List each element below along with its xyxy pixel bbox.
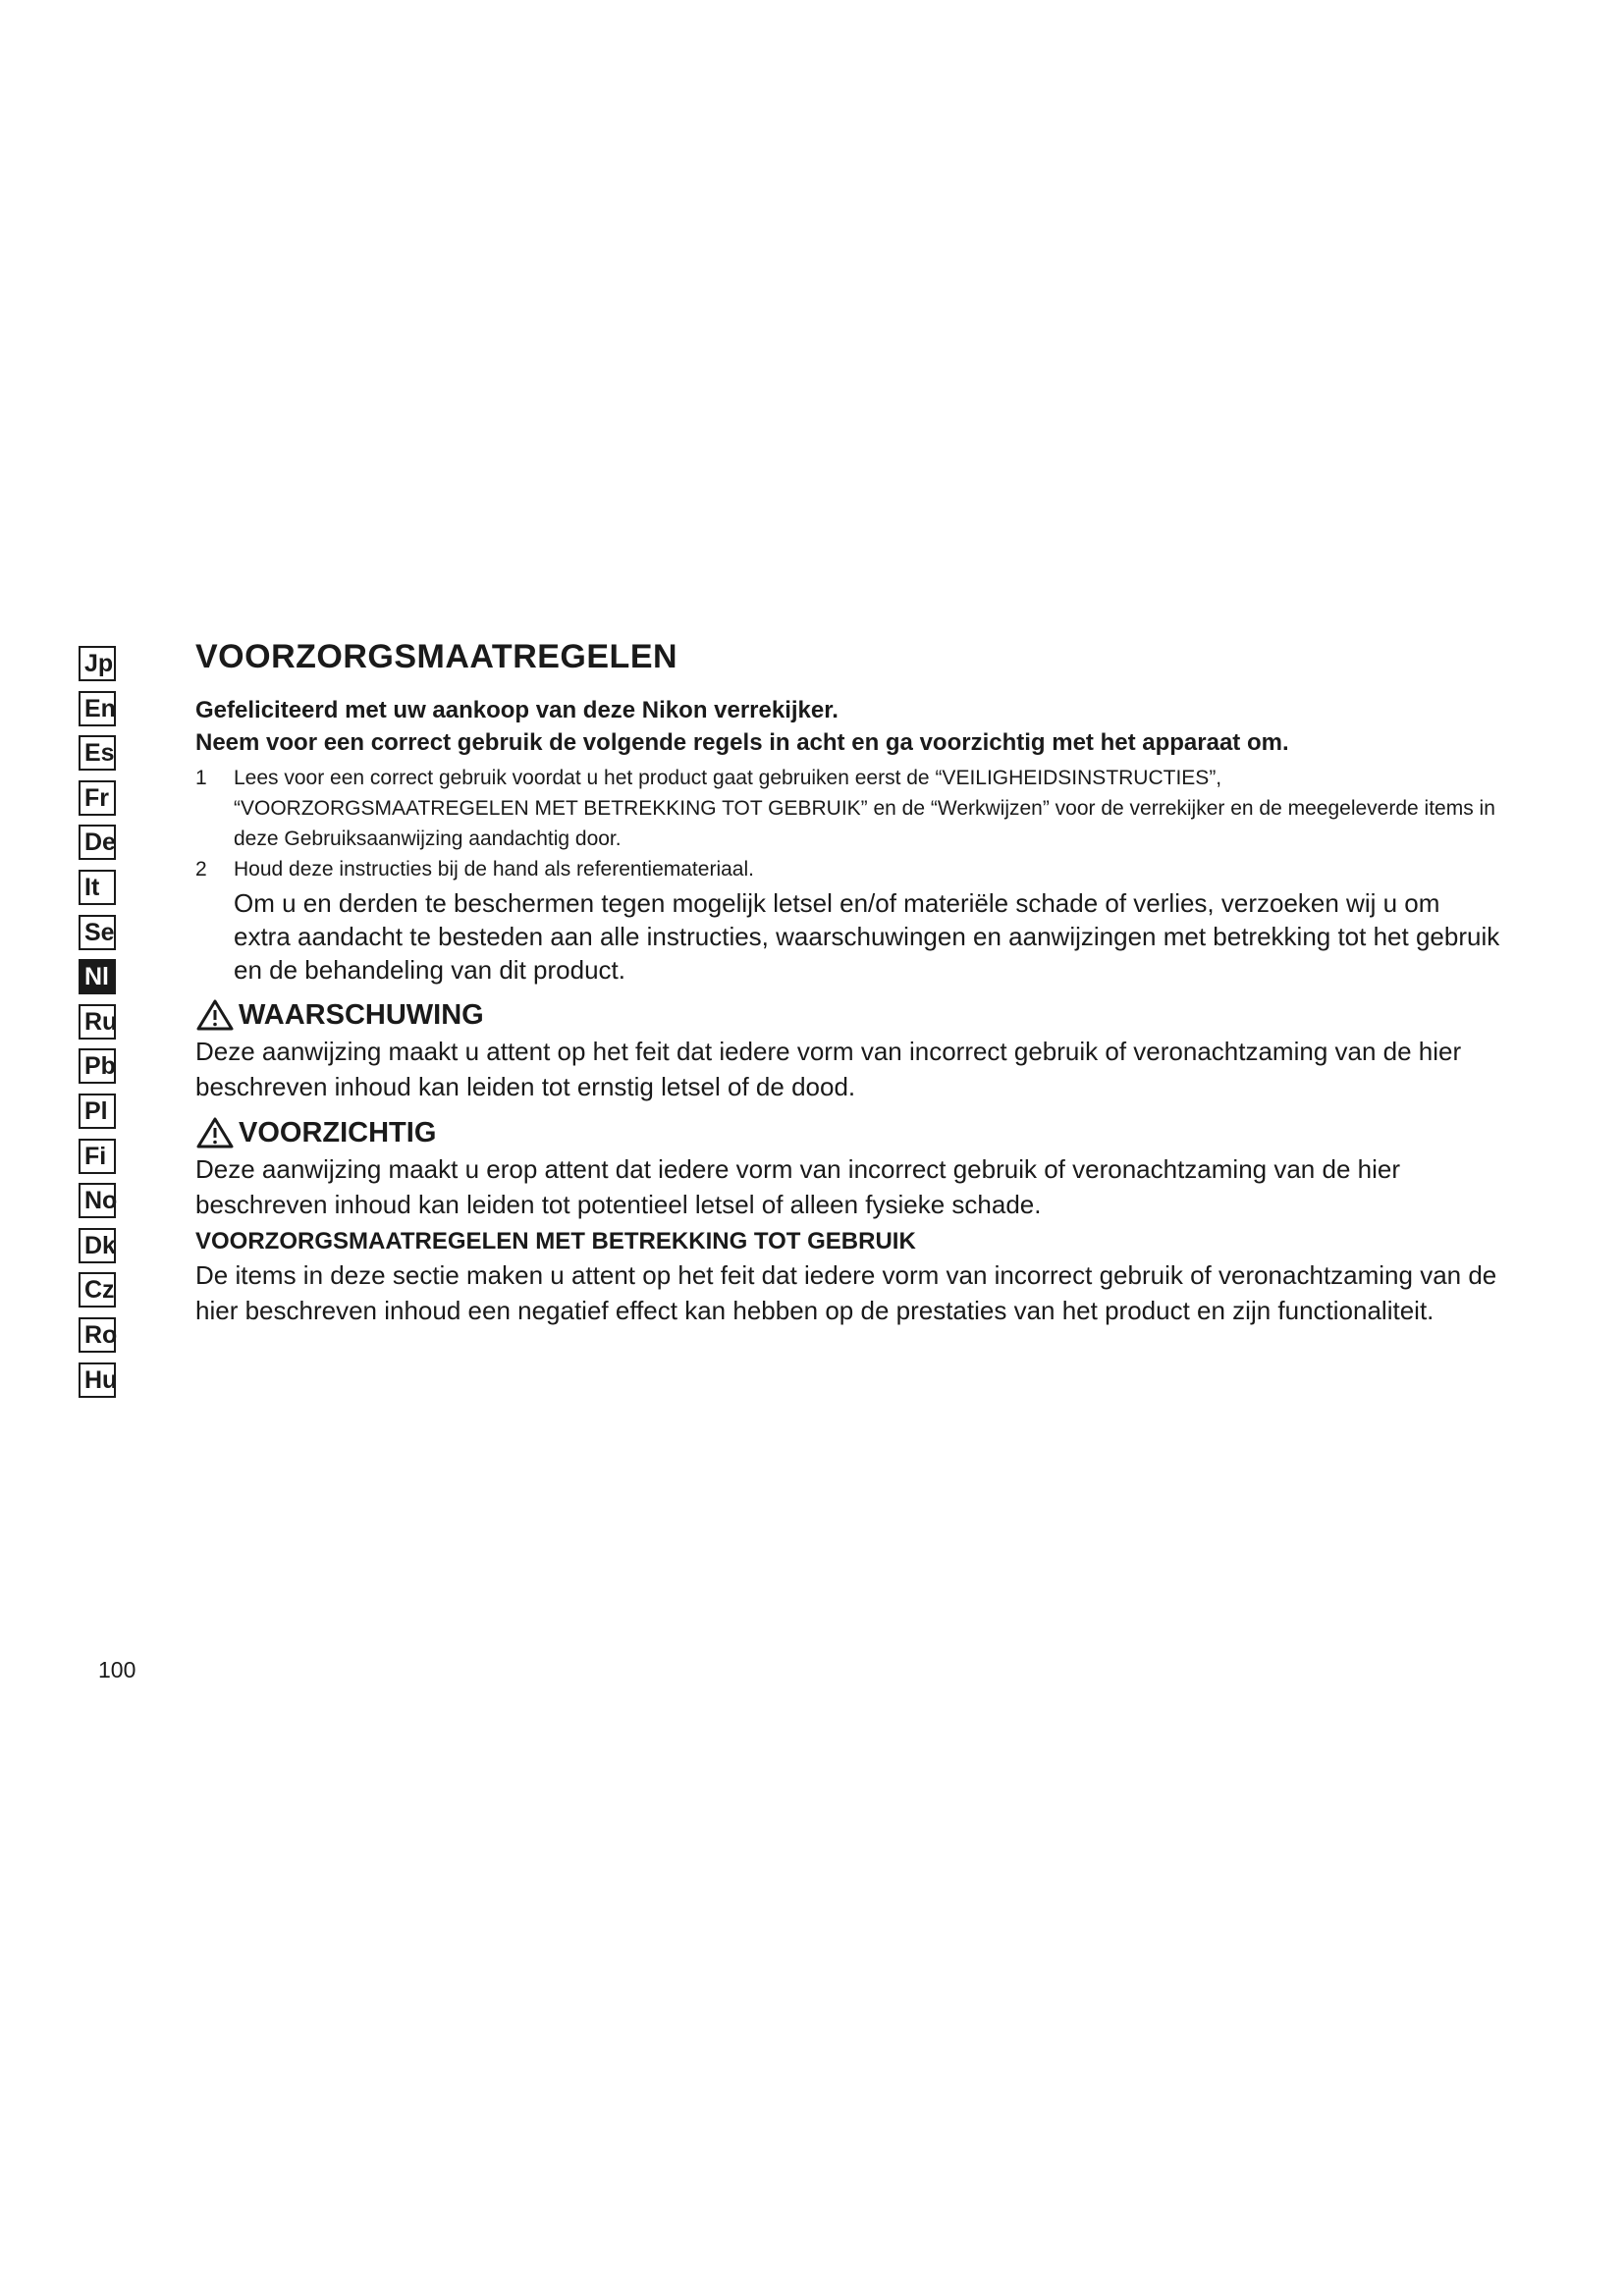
lang-tab-ru[interactable]: Ru [79,1004,116,1040]
lang-tab-de[interactable]: De [79,825,116,860]
warning-heading-label: WAARSCHUWING [239,998,484,1031]
page-number: 100 [98,1657,136,1682]
lang-tab-no[interactable]: No [79,1183,116,1218]
main-content [195,638,1501,1328]
instruction-item [195,763,1501,854]
caution-text: Deze aanwijzing maakt u erop attent dat iedere vorm van incorrect gebruik of veronachtzaming van de hier beschreven inhoud kan leiden tot potentieel letsel of alleen fysieke schade. [195,1154,1400,1219]
intro-congratulations: Gefeliciteerd met uw aankoop van deze Nikon verrekijker. [195,697,839,723]
lang-tab-fi[interactable]: Fi [79,1139,116,1174]
page-title: VOORZORGSMAATREGELEN [195,638,678,675]
caution-heading-label: VOORZICHTIG [239,1116,437,1148]
warning-text: Deze aanwijzing maakt u attent op het feit dat iedere vorm van incorrect gebruik of veronachtzaming van de hier beschreven inhoud kan leiden tot ernstig letsel of de dood. [195,1037,1462,1101]
usage-heading: VOORZORGSMAATREGELEN MET BETREKKING TOT GEBRUIK [195,1228,916,1255]
lang-tab-dk[interactable]: Dk [79,1228,116,1263]
lang-tab-cz[interactable]: Cz [79,1272,116,1308]
language-tabs [79,646,120,1407]
warning-triangle-icon [195,998,235,1032]
lang-tab-jp[interactable]: Jp [79,646,116,681]
lang-tab-pl[interactable]: Pl [79,1094,116,1129]
usage-text: De items in deze sectie maken u attent op het feit dat iedere vorm van incorrect gebruik of veronachtzaming van de hier beschreven inhoud een negatief effect kan hebben op de prestaties van het product en zijn functionaliteit. [195,1260,1497,1325]
lang-tab-it[interactable]: It [79,870,116,905]
instruction-item [195,854,1501,884]
warning-triangle-icon [195,1116,235,1149]
lang-tab-se[interactable]: Se [79,915,116,950]
caution-heading [195,1116,1501,1149]
lang-tab-nl-active[interactable]: Nl [79,959,116,994]
instruction-list [195,763,1501,884]
lang-tab-fr[interactable]: Fr [79,780,116,816]
instruction-text: Lees voor een correct gebruik voordat u het product gaat gebruiken eerst de “VEILIGHEIDSINSTRUCTIES”, “VOORZORGSMAATREGELEN MET BETREKKING TOT GEBRUIK” en de “Werkwijzen” voor de verrekijker en de meegeleverde items in deze Gebruiksaanwijzing aandachtig door. [234,767,1495,850]
lang-tab-hu[interactable]: Hu [79,1362,116,1398]
lang-tab-ro[interactable]: Ro [79,1317,116,1353]
warning-heading [195,998,1501,1032]
lang-tab-en[interactable]: En [79,691,116,726]
safety-notice: Om u en derden te beschermen tegen mogelijk letsel en/of materiële schade of verlies, verzoeken wij u om extra aandacht te besteden aan alle instructies, waarschuwingen en aanwijzingen met betrekking tot het gebruik en de behandeling van dit product. [234,888,1500,985]
intro-instruction: Neem voor een correct gebruik de volgende regels in acht en ga voorzichtig met het apparaat om. [195,729,1289,756]
lang-tab-pb[interactable]: Pb [79,1048,116,1084]
instruction-number: 2 [195,858,207,881]
lang-tab-es[interactable]: Es [79,735,116,771]
instruction-text: Houd deze instructies bij de hand als referentiemateriaal. [234,858,754,881]
instruction-number: 1 [195,767,207,789]
